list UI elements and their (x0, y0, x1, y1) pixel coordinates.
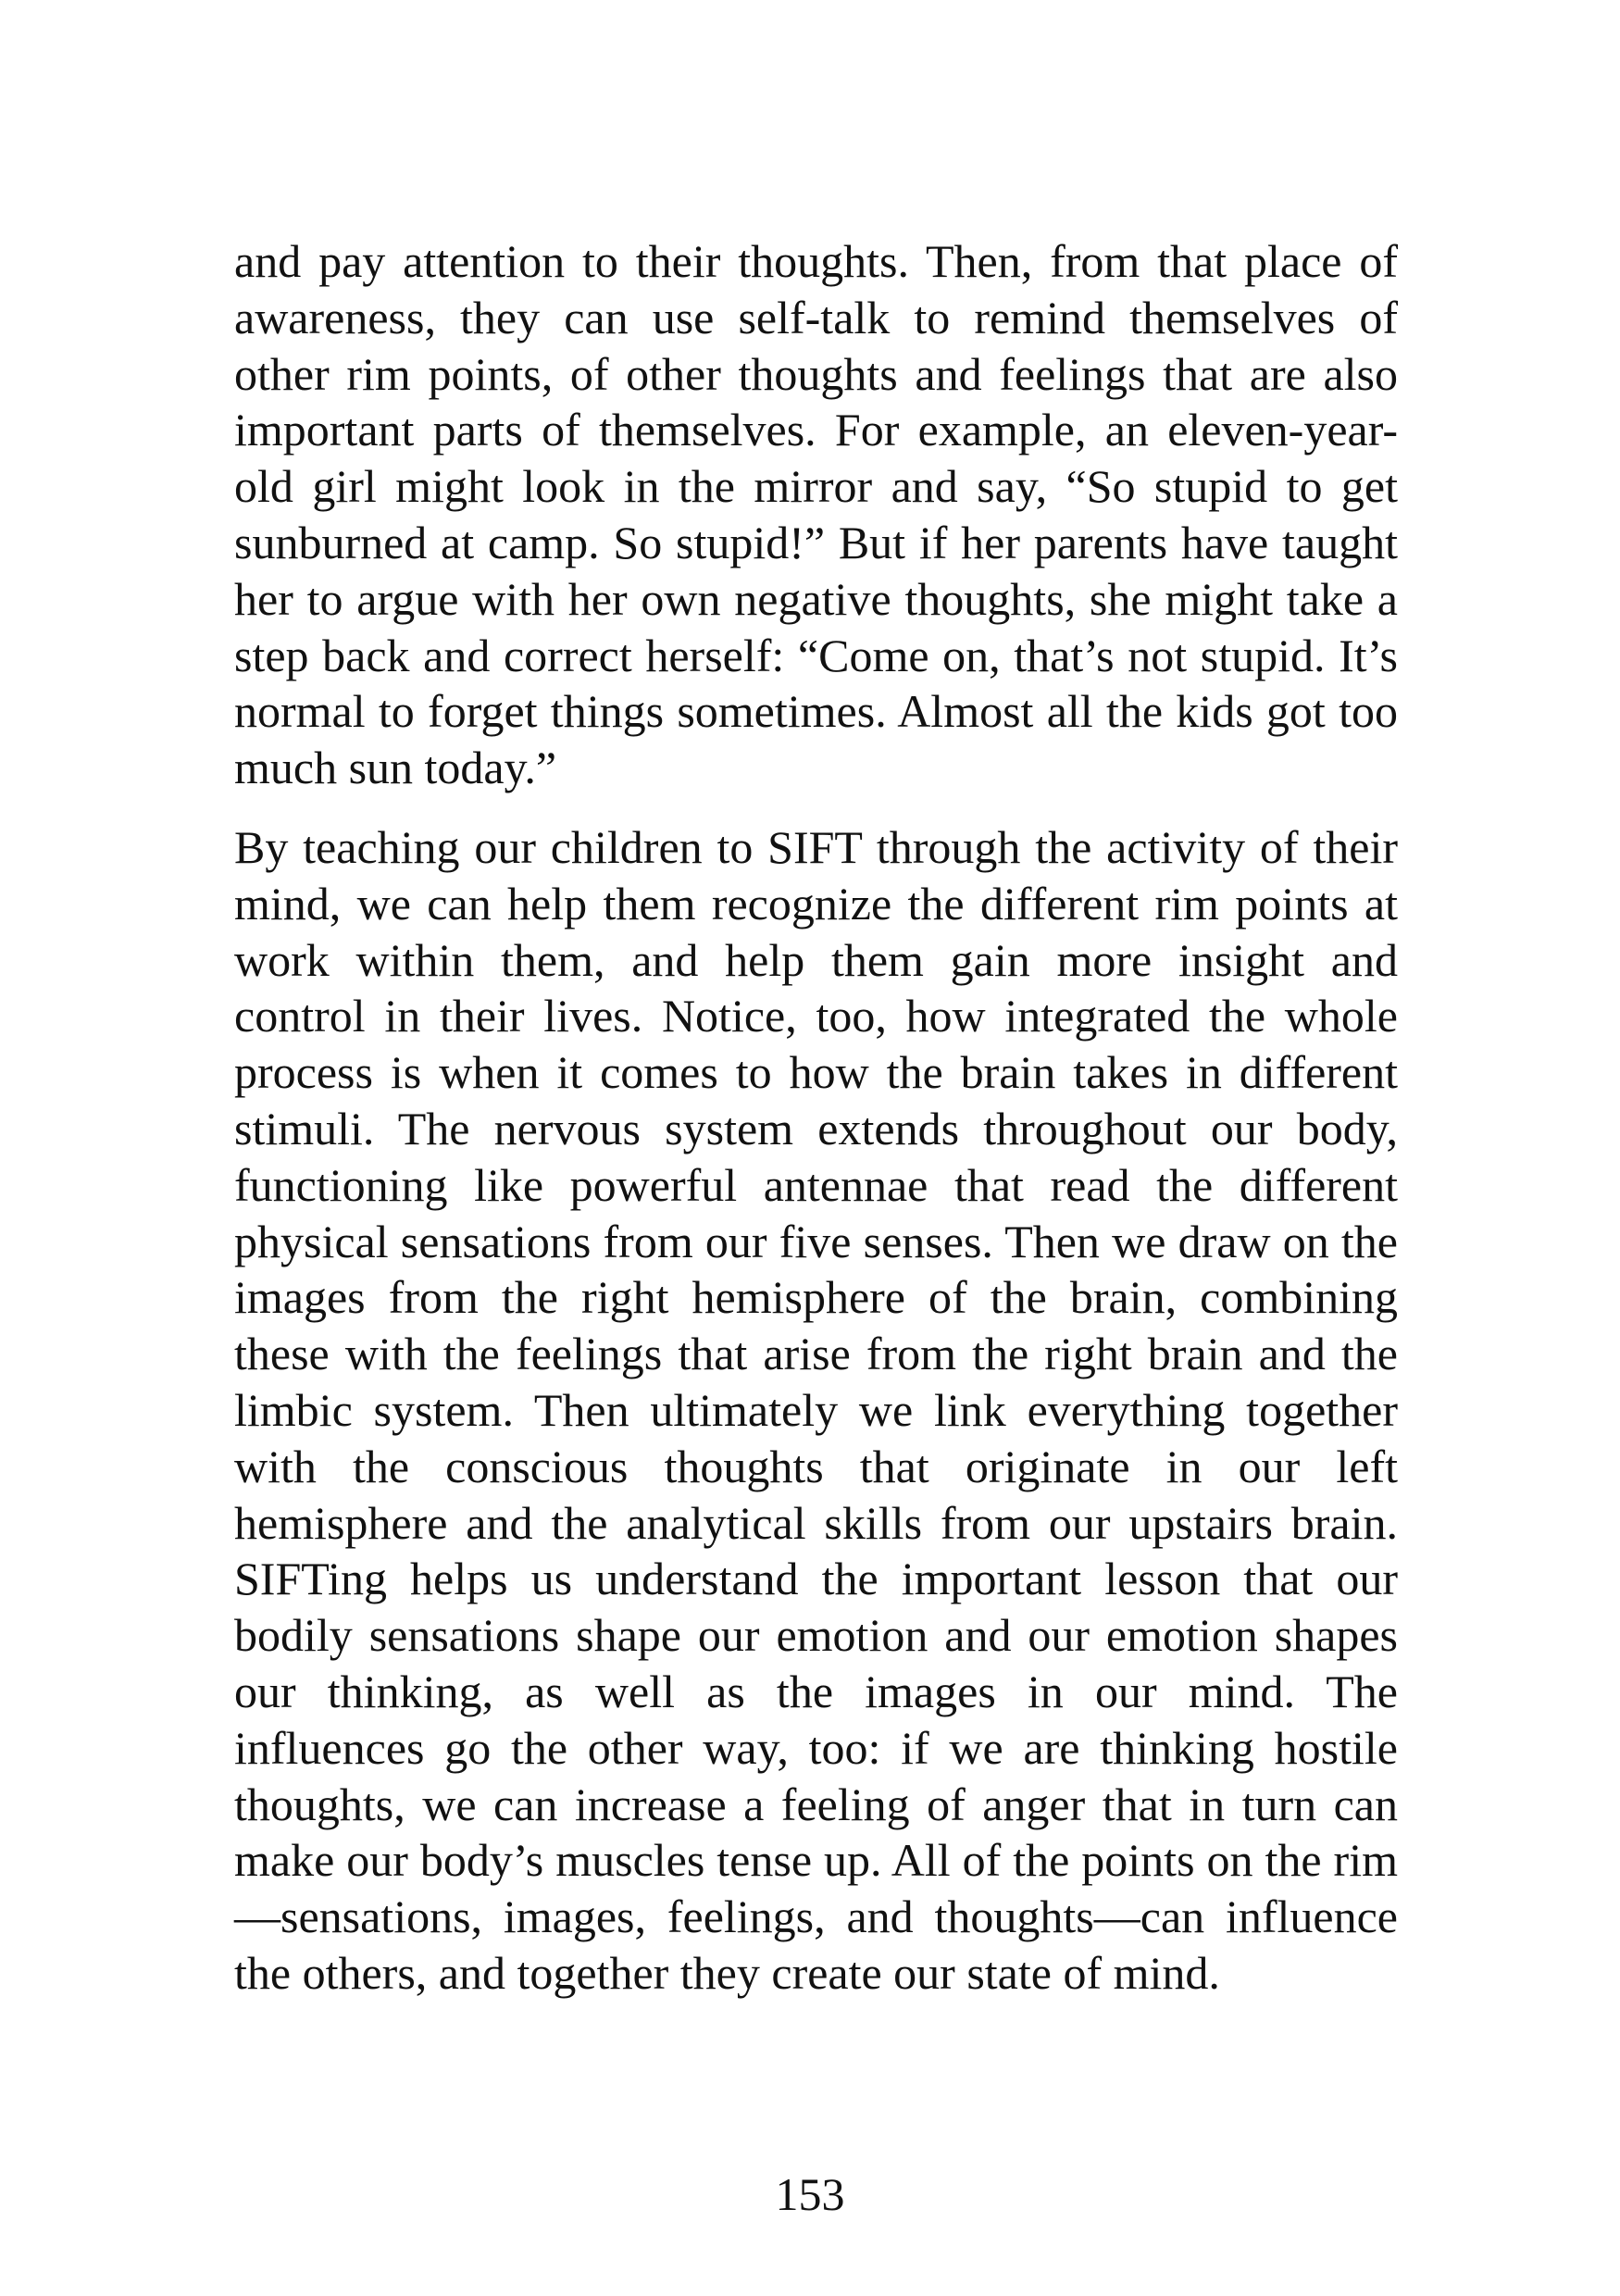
page-number: 153 (775, 2168, 845, 2220)
paragraph-1: and pay attention to their thoughts. Then, from that place of awareness, they can use self-talk to remind themselves of other rim points, of other thoughts and feelings that are also important parts of themselves. For example, an eleven-year-old girl might look in the mirror and say, “So stupid to get sunburned at camp. So stupid!” But if her parents have taught her to argue with her own negative thoughts, she might take a step back and correct herself: “Come on, that’s not stupid. It’s normal to forget things sometimes. Almost all the kids got too much sun today.” (234, 235, 1398, 794)
body-text (234, 233, 1398, 2002)
paragraph-2: By teaching our children to SIFT through the activity of their mind, we can help them recognize the different rim points at work within them, and help them gain more insight and control in their lives. Notice, too, how integrated the whole process is when it comes to how the brain takes in different stimuli. The nervous system extends throughout our body, functioning like powerful antennae that read the different physical sensations from our five senses. Then we draw on the images from the right hemisphere of the brain, combining these with the feelings that arise from the right brain and the limbic system. Then ultimately we link everything together with the conscious thoughts that originate in our left hemisphere and the analytical skills from our upstairs brain. SIFTing helps us understand the important lesson that our bodily sensations shape our emotion and our emotion shapes our thinking, as well as the images in our mind. The influences go the other way, too: if we are thinking hostile thoughts, we can increase a feeling of anger that in turn can make our body’s muscles tense up. All of the points on the rim—sensations, images, feelings, and thoughts—can influence the others, and together they create our state of mind. (234, 820, 1398, 1999)
